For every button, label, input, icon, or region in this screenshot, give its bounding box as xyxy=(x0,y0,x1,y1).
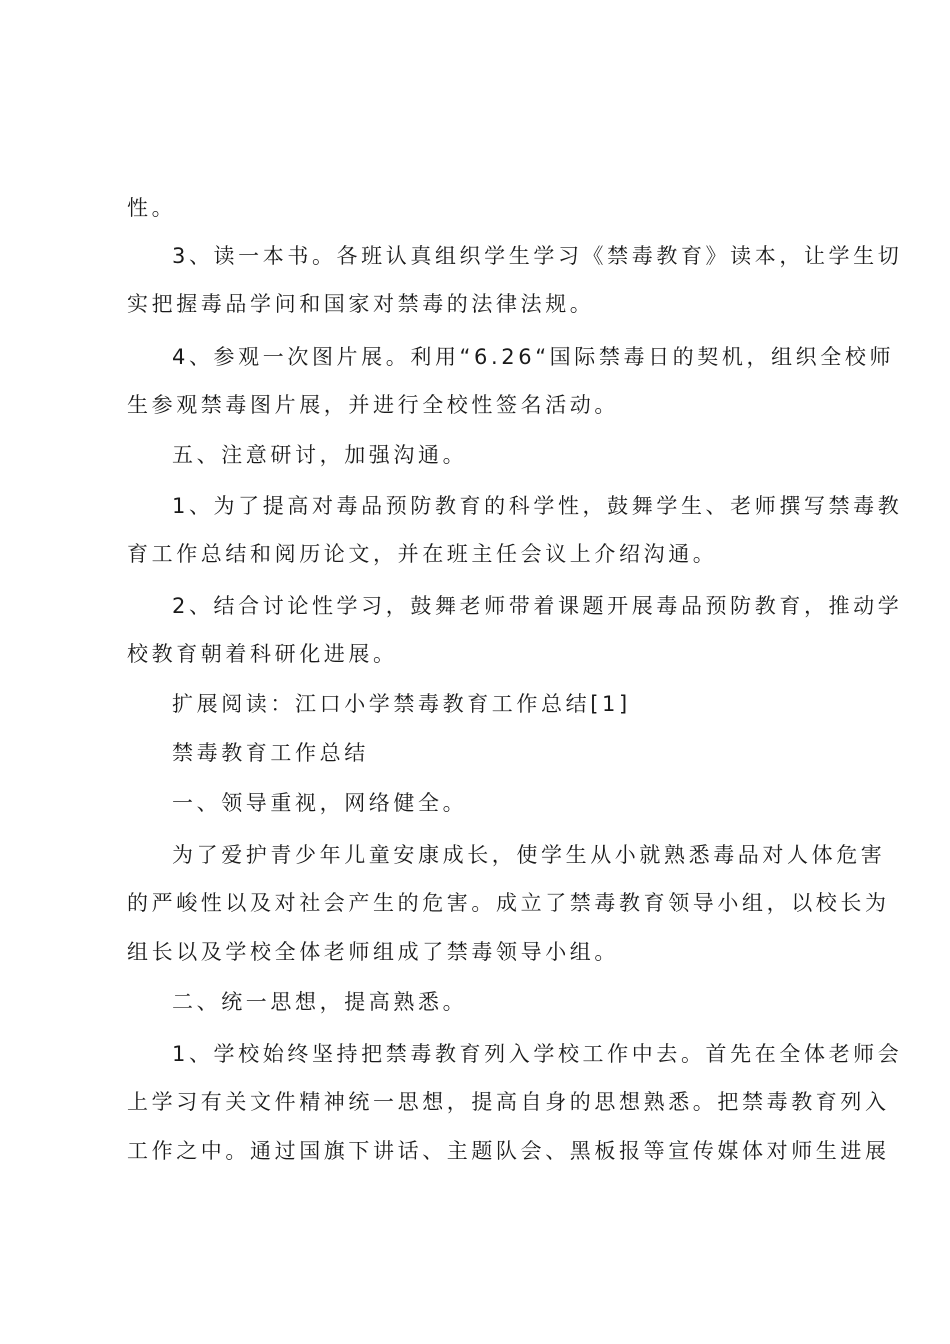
text-line: 工作之中。通过国旗下讲话、主题队会、黑板报等宣传媒体对师生进展 xyxy=(127,1139,890,1163)
text-line: 为了爱护青少年儿童安康成长，使学生从小就熟悉毒品对人体危害 xyxy=(172,843,886,867)
section-heading: 二、统一思想，提高熟悉。 xyxy=(172,990,468,1014)
section-heading: 五、注意研讨，加强沟通。 xyxy=(172,443,468,467)
text-line: 育工作总结和阅历论文，并在班主任会议上介绍沟通。 xyxy=(127,542,718,566)
section-heading: 一、领导重视，网络健全。 xyxy=(172,791,468,815)
text-line: 实把握毒品学问和国家对禁毒的法律法规。 xyxy=(127,292,595,316)
text-line: 上学习有关文件精神统一思想，提高自身的思想熟悉。把禁毒教育列入 xyxy=(127,1090,890,1114)
text-line: 1、为了提高对毒品预防教育的科学性，鼓舞学生、老师撰写禁毒教 xyxy=(172,494,903,518)
text-line: 3、读一本书。各班认真组织学生学习《禁毒教育》读本，让学生切 xyxy=(172,244,903,268)
extended-reading-line: 扩展阅读：江口小学禁毒教育工作总结[1] xyxy=(172,692,631,716)
text-line: 校教育朝着科研化进展。 xyxy=(127,642,398,666)
article-title: 禁毒教育工作总结 xyxy=(172,741,369,765)
text-line: 4、参观一次图片展。利用“6.26“国际禁毒日的契机，组织全校师 xyxy=(172,345,895,369)
text-line: 组长以及学校全体老师组成了禁毒领导小组。 xyxy=(127,940,619,964)
text-line: 2、结合讨论性学习，鼓舞老师带着课题开展毒品预防教育，推动学 xyxy=(172,594,903,618)
text-line: 1、学校始终坚持把禁毒教育列入学校工作中去。首先在全体老师会 xyxy=(172,1042,903,1066)
text-line: 的严峻性以及对社会产生的危害。成立了禁毒教育领导小组，以校长为 xyxy=(127,891,890,915)
text-line: 生参观禁毒图片展，并进行全校性签名活动。 xyxy=(127,393,619,417)
text-line: 性。 xyxy=(127,196,177,220)
